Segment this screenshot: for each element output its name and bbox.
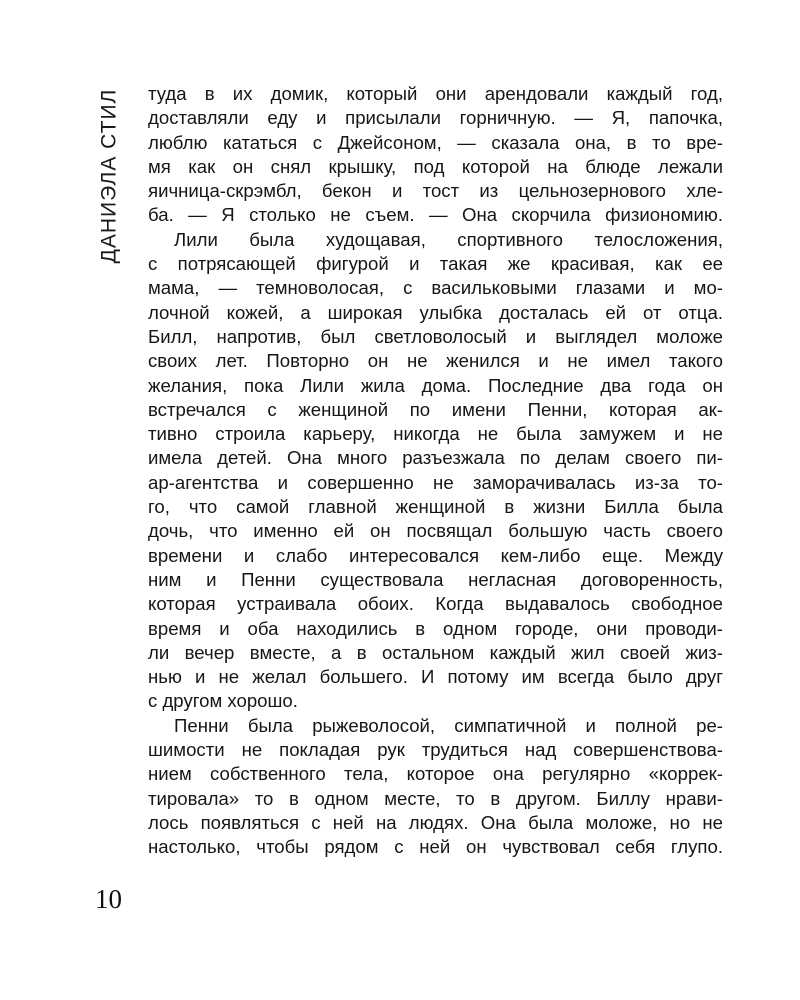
running-head-author: ДАНИЭЛА СТИЛ <box>97 88 120 264</box>
text-line: ар-агентства и совершенно не заморачивалась из-за то- <box>148 471 723 493</box>
text-line: тировала» то в одном месте, то в другом. Биллу нрави- <box>148 787 723 809</box>
text-line: с потрясающей фигурой и такая же красивая, как ее <box>148 253 723 275</box>
text-line: мя как он снял крышку, под которой на блюде лежали <box>148 155 723 177</box>
text-line: дочь, что именно ей он посвящал большую часть своего <box>148 520 723 542</box>
text-line: желания, пока Лили жила дома. Последние два года он <box>148 374 723 396</box>
text-line: мама, — темноволосая, с васильковыми глазами и мо- <box>148 277 723 299</box>
text-line: Лили была худощавая, спортивного телосложения, <box>174 228 723 250</box>
page-number: 10 <box>95 884 122 914</box>
text-line: своих лет. Повторно он не женился и не имел такого <box>148 350 723 372</box>
text-line: имела детей. Она много разъезжала по делам своего пи- <box>148 447 723 469</box>
text-line: го, что самой главной женщиной в жизни Билла была <box>148 496 723 518</box>
text-line: лось появляться с ней на людях. Она была моложе, но не <box>148 811 723 833</box>
running-head <box>91 86 127 266</box>
paragraph-2 <box>148 228 723 714</box>
text-line: время и оба находились в одном городе, они проводи- <box>148 617 723 639</box>
text-line: времени и слабо интересовался кем-либо еще. Между <box>148 544 723 566</box>
text-line: ба. — Я столько не съем. — Она скорчила физиономию. <box>148 204 723 226</box>
text-line: лочной кожей, а широкая улыбка досталась ей от отца. <box>148 301 723 323</box>
text-line: нием собственного тела, которое она регулярно «коррек- <box>148 763 723 785</box>
text-line: люблю кататься с Джейсоном, — сказала она, в то вре- <box>148 131 723 153</box>
paragraph-3 <box>148 714 723 860</box>
text-line: доставляли еду и присылали горничную. — Я, папочка, <box>148 107 723 129</box>
text-line: с другом хорошо. <box>148 690 298 712</box>
text-line: которая устраивала обоих. Когда выдавалось свободное <box>148 593 723 615</box>
text-line: тивно строила карьеру, никогда не была замужем и не <box>148 423 723 445</box>
text-line: ним и Пенни существовала негласная договоренность, <box>148 568 723 590</box>
body-text <box>148 82 723 860</box>
text-line: Пенни была рыжеволосой, симпатичной и полной ре- <box>174 714 723 736</box>
text-line: шимости не покладая рук трудиться над совершенствова- <box>148 739 723 761</box>
text-line: Билл, напротив, был светловолосый и выглядел моложе <box>148 325 723 347</box>
text-line: встречался с женщиной по имени Пенни, которая ак- <box>148 398 723 420</box>
paragraph-1 <box>148 82 723 228</box>
text-line: нью и не желал большего. И потому им всегда было друг <box>148 666 723 688</box>
text-line: настолько, чтобы рядом с ней он чувствовал себя глупо. <box>148 836 723 858</box>
text-line: яичница-скрэмбл, бекон и тост из цельнозернового хле- <box>148 180 723 202</box>
text-line: ли вечер вместе, а в остальном каждый жил своей жиз- <box>148 641 723 663</box>
text-line: туда в их домик, который они арендовали каждый год, <box>148 83 723 104</box>
